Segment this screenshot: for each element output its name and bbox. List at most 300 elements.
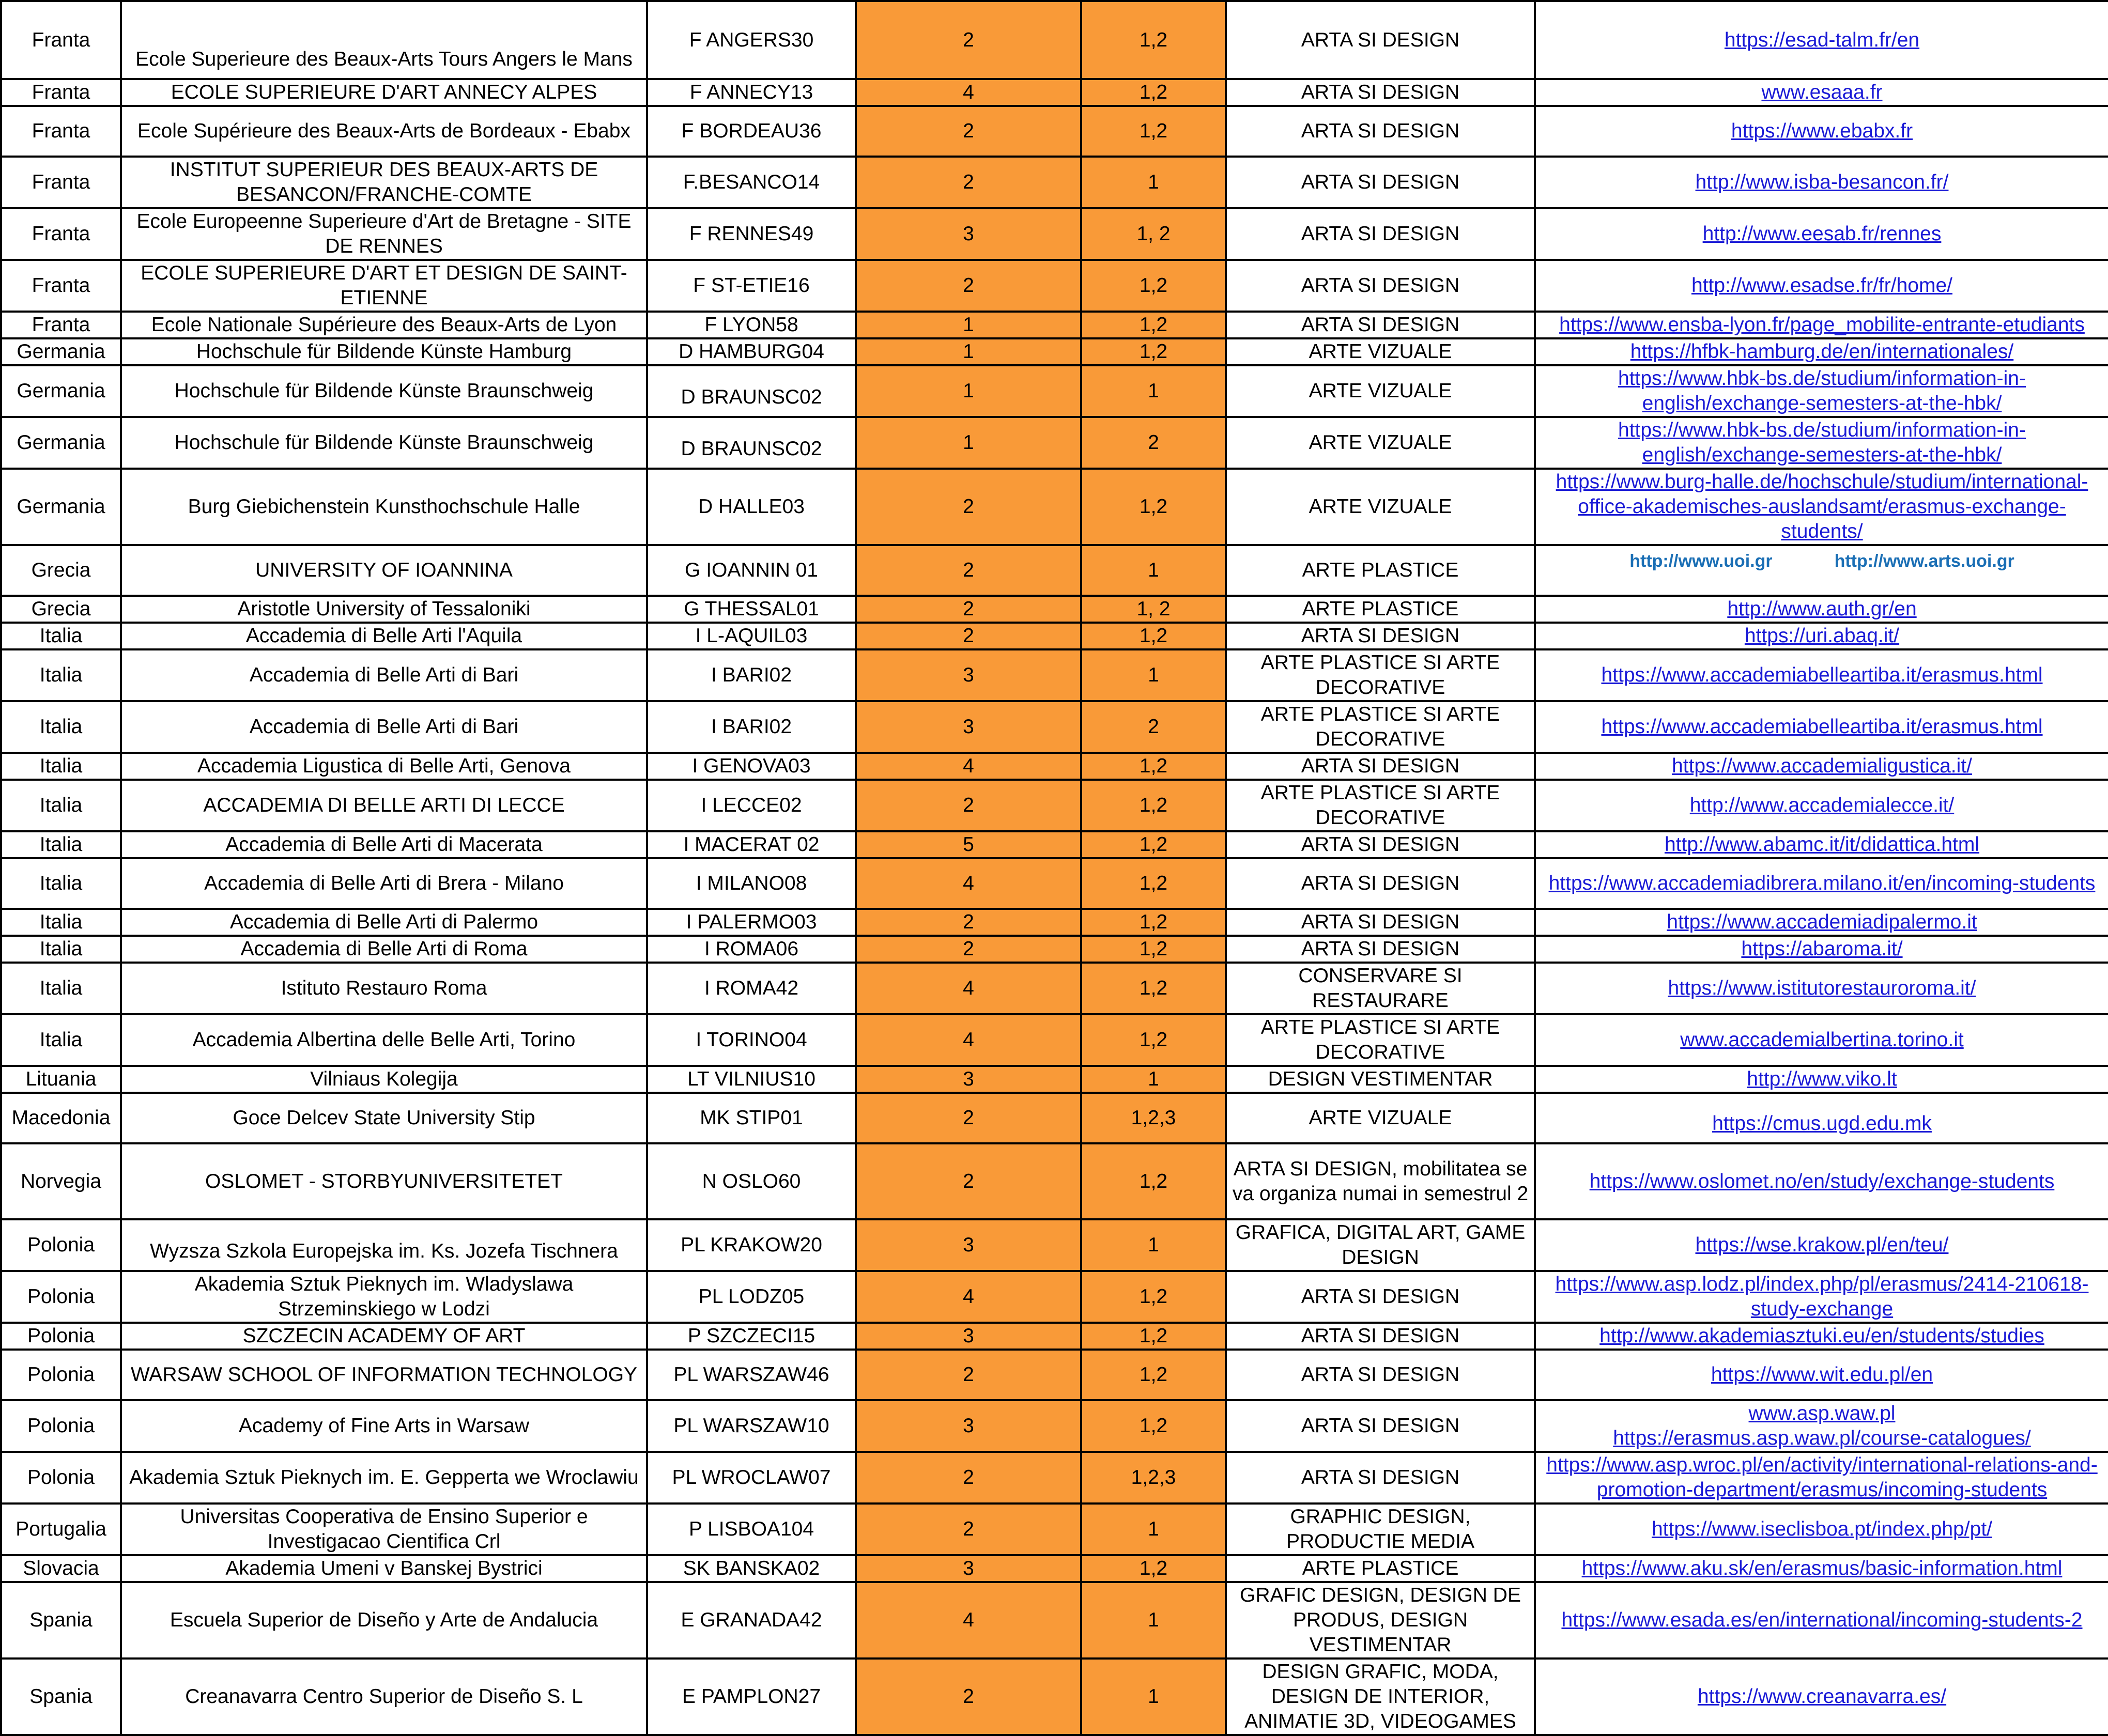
- website-cell: [1535, 1400, 2108, 1452]
- website-link[interactable]: https://www.oslomet.no/en/study/exchange-students: [1589, 1170, 2055, 1192]
- website-cell: [1535, 753, 2108, 780]
- erasmus-code-cell: F LYON58: [647, 312, 856, 338]
- country-cell: Italia: [1, 701, 121, 753]
- study-field-cell: ARTE PLASTICE SI ARTE DECORATIVE: [1226, 701, 1535, 753]
- erasmus-code-cell: F.BESANCO14: [647, 157, 856, 208]
- erasmus-code-cell: D HAMBURG04: [647, 338, 856, 365]
- table-row: [1, 79, 2108, 106]
- erasmus-code-cell: PL LODZ05: [647, 1271, 856, 1323]
- semester-cell: 1,2: [1081, 858, 1226, 909]
- semester-cell: 1,2: [1081, 1014, 1226, 1066]
- website-cell: [1535, 365, 2108, 417]
- country-cell: Franta: [1, 260, 121, 312]
- website-cell: [1535, 106, 2108, 157]
- website-link[interactable]: http://www.akademiasztuki.eu/en/students/studies: [1599, 1325, 2044, 1347]
- semester-cell: 1,2,3: [1081, 1093, 1226, 1143]
- website-cell: [1535, 780, 2108, 831]
- semester-cell: 1,2: [1081, 1, 1226, 79]
- website-link[interactable]: https://www.accademialigustica.it/: [1672, 755, 1972, 777]
- website-cell: [1535, 417, 2108, 469]
- places-cell: 4: [856, 1014, 1081, 1066]
- website-cell: [1535, 469, 2108, 545]
- website-cell: [1535, 649, 2108, 701]
- study-field-cell: ARTA SI DESIGN: [1226, 1271, 1535, 1323]
- website-link[interactable]: https://www.creanavarra.es/: [1697, 1685, 1947, 1708]
- country-cell: Franta: [1, 79, 121, 106]
- semester-cell: 1,2: [1081, 1323, 1226, 1350]
- website-cell: [1535, 312, 2108, 338]
- website-cell: [1535, 936, 2108, 963]
- website-link[interactable]: https://www.iseclisboa.pt/index.php/pt/: [1651, 1518, 1993, 1540]
- places-cell: 2: [856, 1093, 1081, 1143]
- institution-cell: Universitas Cooperativa de Ensino Superior e Investigacao Cientifica Crl: [121, 1504, 647, 1555]
- semester-cell: 1,2,3: [1081, 1452, 1226, 1504]
- country-cell: Italia: [1, 753, 121, 780]
- website-link[interactable]: https://www.accademiabelleartiba.it/erasmus.html: [1601, 664, 2043, 686]
- website-cell: [1535, 157, 2108, 208]
- places-cell: 3: [856, 1555, 1081, 1582]
- country-cell: Franta: [1, 106, 121, 157]
- country-cell: Italia: [1, 831, 121, 858]
- institution-cell: Wyzsza Szkola Europejska im. Ks. Jozefa Tischnera: [121, 1219, 647, 1271]
- semester-cell: 2: [1081, 417, 1226, 469]
- website-link[interactable]: https://www.esada.es/en/international/incoming-students-2: [1561, 1609, 2083, 1631]
- table-row: [1, 208, 2108, 260]
- institution-cell: ECOLE SUPERIEURE D'ART ET DESIGN DE SAINT-ETIENNE: [121, 260, 647, 312]
- places-cell: 2: [856, 936, 1081, 963]
- institution-cell: Hochschule für Bildende Künste Braunschweig: [121, 417, 647, 469]
- places-cell: 3: [856, 649, 1081, 701]
- places-cell: 4: [856, 79, 1081, 106]
- country-cell: Lituania: [1, 1066, 121, 1093]
- website-link[interactable]: https://wse.krakow.pl/en/teu/: [1695, 1234, 1949, 1256]
- institution-cell: Ecole Nationale Supérieure des Beaux-Arts de Lyon: [121, 312, 647, 338]
- erasmus-code-cell: F BORDEAU36: [647, 106, 856, 157]
- study-field-cell: ARTE VIZUALE: [1226, 338, 1535, 365]
- semester-cell: 1, 2: [1081, 208, 1226, 260]
- institution-cell: Akademia Umeni v Banskej Bystrici: [121, 1555, 647, 1582]
- places-cell: 1: [856, 417, 1081, 469]
- places-cell: 1: [856, 365, 1081, 417]
- table-row: [1, 1400, 2108, 1452]
- erasmus-code-cell: I LECCE02: [647, 780, 856, 831]
- country-cell: Polonia: [1, 1219, 121, 1271]
- institution-cell: Accademia Ligustica di Belle Arti, Genova: [121, 753, 647, 780]
- semester-cell: 1,2: [1081, 1271, 1226, 1323]
- website-cell: [1535, 338, 2108, 365]
- institution-cell: Accademia di Belle Arti di Macerata: [121, 831, 647, 858]
- study-field-cell: ARTA SI DESIGN: [1226, 157, 1535, 208]
- website-link[interactable]: http://www.esadse.fr/fr/home/: [1691, 274, 1953, 297]
- erasmus-code-cell: E PAMPLON27: [647, 1659, 856, 1735]
- website-link[interactable]: https://www.hbk-bs.de/studium/information-in-english/exchange-semesters-at-the-hbk/: [1618, 419, 2026, 466]
- website-cell: [1535, 79, 2108, 106]
- table-row: [1, 909, 2108, 936]
- institution-cell: Akademia Sztuk Pieknych im. Wladyslawa Strzeminskiego w Lodzi: [121, 1271, 647, 1323]
- country-cell: Polonia: [1, 1350, 121, 1400]
- places-cell: 2: [856, 1659, 1081, 1735]
- website-link[interactable]: https://www.ensba-lyon.fr/page_mobilite-entrante-etudiants: [1559, 314, 2085, 336]
- erasmus-code-cell: PL WROCLAW07: [647, 1452, 856, 1504]
- semester-cell: 1: [1081, 1582, 1226, 1659]
- study-field-cell: ARTE PLASTICE: [1226, 545, 1535, 596]
- website-link[interactable]: https://uri.abaq.it/: [1744, 625, 1900, 647]
- institution-cell: ACCADEMIA DI BELLE ARTI DI LECCE: [121, 780, 647, 831]
- erasmus-code-cell: F RENNES49: [647, 208, 856, 260]
- website-link[interactable]: https://www.istitutorestauroroma.it/: [1668, 977, 1976, 999]
- semester-cell: 1,2: [1081, 1143, 1226, 1219]
- table-row: [1, 936, 2108, 963]
- website-link[interactable]: https://www.asp.lodz.pl/index.php/pl/erasmus/2414-210618-study-exchange: [1555, 1273, 2089, 1320]
- study-field-cell: CONSERVARE SI RESTAURARE: [1226, 963, 1535, 1014]
- website-link[interactable]: https://hfbk-hamburg.de/en/internationales/: [1630, 340, 2014, 363]
- website-link[interactable]: www.accademialbertina.torino.it: [1680, 1029, 1964, 1051]
- study-field-cell: ARTA SI DESIGN: [1226, 936, 1535, 963]
- semester-cell: 1,2: [1081, 79, 1226, 106]
- erasmus-code-cell: N OSLO60: [647, 1143, 856, 1219]
- erasmus-code-cell: I GENOVA03: [647, 753, 856, 780]
- table-row: [1, 1219, 2108, 1271]
- website-link[interactable]: http://www.viko.lt: [1747, 1068, 1897, 1090]
- places-cell: 4: [856, 963, 1081, 1014]
- erasmus-code-cell: D BRAUNSC02: [647, 365, 856, 417]
- erasmus-code-cell: F ST-ETIE16: [647, 260, 856, 312]
- website-cell: [1535, 1452, 2108, 1504]
- website-cell: [1535, 701, 2108, 753]
- semester-cell: 1: [1081, 365, 1226, 417]
- erasmus-code-cell: F ANNECY13: [647, 79, 856, 106]
- table-row: [1, 1452, 2108, 1504]
- table-row: [1, 1582, 2108, 1659]
- table-row: [1, 545, 2108, 596]
- website-cell: [1535, 623, 2108, 649]
- institution-cell: Akademia Sztuk Pieknych im. E. Gepperta we Wroclawiu: [121, 1452, 647, 1504]
- website-link[interactable]: http://www.uoi.gr: [1629, 551, 1773, 571]
- country-cell: Slovacia: [1, 1555, 121, 1582]
- website-cell: [1535, 1066, 2108, 1093]
- institution-cell: Vilniaus Kolegija: [121, 1066, 647, 1093]
- erasmus-code-cell: I BARI02: [647, 701, 856, 753]
- study-field-cell: ARTE PLASTICE: [1226, 1555, 1535, 1582]
- places-cell: 3: [856, 701, 1081, 753]
- erasmus-code-cell: SK BANSKA02: [647, 1555, 856, 1582]
- erasmus-code-cell: I L-AQUIL03: [647, 623, 856, 649]
- table-row: [1, 596, 2108, 623]
- semester-cell: 1,2: [1081, 1555, 1226, 1582]
- semester-cell: 1: [1081, 1504, 1226, 1555]
- institution-cell: Ecole Superieure des Beaux-Arts Tours Angers le Mans: [121, 1, 647, 79]
- table-row: [1, 338, 2108, 365]
- website-link[interactable]: www.asp.waw.pl: [1748, 1402, 1896, 1424]
- table-row: [1, 417, 2108, 469]
- website-cell: [1535, 1271, 2108, 1323]
- semester-cell: 1,2: [1081, 831, 1226, 858]
- table-body: [1, 1, 2108, 1735]
- places-cell: 4: [856, 753, 1081, 780]
- places-cell: 2: [856, 469, 1081, 545]
- institution-cell: Accademia di Belle Arti di Bari: [121, 649, 647, 701]
- places-cell: 4: [856, 1582, 1081, 1659]
- erasmus-code-cell: E GRANADA42: [647, 1582, 856, 1659]
- institution-cell: Burg Giebichenstein Kunsthochschule Halle: [121, 469, 647, 545]
- country-cell: Norvegia: [1, 1143, 121, 1219]
- website-cell: [1535, 1350, 2108, 1400]
- website-link[interactable]: https://abaroma.it/: [1741, 938, 1903, 960]
- country-cell: Italia: [1, 963, 121, 1014]
- semester-cell: 1: [1081, 1659, 1226, 1735]
- website-cell: [1535, 909, 2108, 936]
- country-cell: Germania: [1, 469, 121, 545]
- table-row: [1, 365, 2108, 417]
- website-cell: [1535, 831, 2108, 858]
- erasmus-code-cell: LT VILNIUS10: [647, 1066, 856, 1093]
- website-link[interactable]: https://erasmus.asp.waw.pl/course-catalogues/: [1613, 1427, 2031, 1449]
- places-cell: 2: [856, 909, 1081, 936]
- country-cell: Spania: [1, 1582, 121, 1659]
- erasmus-code-cell: P SZCZECI15: [647, 1323, 856, 1350]
- country-cell: Polonia: [1, 1452, 121, 1504]
- institution-cell: Istituto Restauro Roma: [121, 963, 647, 1014]
- institution-cell: INSTITUT SUPERIEUR DES BEAUX-ARTS DE BESANCON/FRANCHE-COMTE: [121, 157, 647, 208]
- table-row: [1, 831, 2108, 858]
- country-cell: Italia: [1, 909, 121, 936]
- country-cell: Franta: [1, 1, 121, 79]
- website-link[interactable]: https://www.accademiadibrera.milano.it/en/incoming-students: [1548, 872, 2096, 894]
- institution-cell: Ecole Supérieure des Beaux-Arts de Bordeaux - Ebabx: [121, 106, 647, 157]
- website-link[interactable]: http://www.abamc.it/it/didattica.html: [1664, 833, 1980, 856]
- erasmus-code-cell: MK STIP01: [647, 1093, 856, 1143]
- website-cell: [1535, 1, 2108, 79]
- erasmus-code-cell: PL WARSZAW10: [647, 1400, 856, 1452]
- semester-cell: 1,2: [1081, 338, 1226, 365]
- country-cell: Germania: [1, 417, 121, 469]
- study-field-cell: ARTE PLASTICE SI ARTE DECORATIVE: [1226, 649, 1535, 701]
- study-field-cell: ARTE VIZUALE: [1226, 365, 1535, 417]
- places-cell: 2: [856, 780, 1081, 831]
- study-field-cell: GRAPHIC DESIGN, PRODUCTIE MEDIA: [1226, 1504, 1535, 1555]
- table-row: [1, 623, 2108, 649]
- erasmus-code-cell: I TORINO04: [647, 1014, 856, 1066]
- semester-cell: 1,2: [1081, 963, 1226, 1014]
- website-cell: [1535, 1504, 2108, 1555]
- study-field-cell: GRAFICA, DIGITAL ART, GAME DESIGN: [1226, 1219, 1535, 1271]
- institution-cell: Academy of Fine Arts in Warsaw: [121, 1400, 647, 1452]
- country-cell: Italia: [1, 780, 121, 831]
- table-row: [1, 1143, 2108, 1219]
- website-link[interactable]: https://www.accademiadipalermo.it: [1667, 911, 1977, 933]
- country-cell: Portugalia: [1, 1504, 121, 1555]
- places-cell: 2: [856, 1504, 1081, 1555]
- country-cell: Italia: [1, 649, 121, 701]
- study-field-cell: ARTA SI DESIGN: [1226, 1350, 1535, 1400]
- table-row: [1, 157, 2108, 208]
- study-field-cell: ARTE PLASTICE: [1226, 596, 1535, 623]
- erasmus-code-cell: G THESSAL01: [647, 596, 856, 623]
- table-row: [1, 106, 2108, 157]
- table-row: [1, 649, 2108, 701]
- website-link[interactable]: http://www.isba-besancon.fr/: [1695, 171, 1949, 193]
- study-field-cell: ARTA SI DESIGN: [1226, 260, 1535, 312]
- country-cell: Polonia: [1, 1271, 121, 1323]
- country-cell: Germania: [1, 365, 121, 417]
- places-cell: 3: [856, 1400, 1081, 1452]
- erasmus-code-cell: D BRAUNSC02: [647, 417, 856, 469]
- study-field-cell: ARTA SI DESIGN: [1226, 106, 1535, 157]
- table-row: [1, 1, 2108, 79]
- erasmus-code-cell: I PALERMO03: [647, 909, 856, 936]
- semester-cell: 1,2: [1081, 936, 1226, 963]
- places-cell: 2: [856, 596, 1081, 623]
- institution-cell: Accademia di Belle Arti di Palermo: [121, 909, 647, 936]
- website-link[interactable]: https://www.burg-halle.de/hochschule/studium/international-office-akademisches-auslandsamt/erasmus-exchange-students/: [1556, 471, 2088, 542]
- website-cell: [1535, 1143, 2108, 1219]
- table-row: [1, 1659, 2108, 1735]
- website-link[interactable]: https://www.accademiabelleartiba.it/erasmus.html: [1601, 716, 2043, 738]
- institution-cell: UNIVERSITY OF IOANNINA: [121, 545, 647, 596]
- table-row: [1, 753, 2108, 780]
- study-field-cell: ARTA SI DESIGN: [1226, 1400, 1535, 1452]
- places-cell: 1: [856, 312, 1081, 338]
- institution-cell: Accademia di Belle Arti di Bari: [121, 701, 647, 753]
- website-link[interactable]: http://www.accademialecce.it/: [1689, 794, 1955, 816]
- country-cell: Franta: [1, 208, 121, 260]
- institution-cell: ECOLE SUPERIEURE D'ART ANNECY ALPES: [121, 79, 647, 106]
- website-link[interactable]: https://cmus.ugd.edu.mk: [1712, 1112, 1932, 1135]
- semester-cell: 1,2: [1081, 1400, 1226, 1452]
- semester-cell: 1: [1081, 157, 1226, 208]
- study-field-cell: ARTE VIZUALE: [1226, 469, 1535, 545]
- website-cell: [1535, 208, 2108, 260]
- study-field-cell: ARTA SI DESIGN, mobilitatea se va organiza numai in semestrul 2: [1226, 1143, 1535, 1219]
- semester-cell: 2: [1081, 701, 1226, 753]
- country-cell: Germania: [1, 338, 121, 365]
- semester-cell: 1: [1081, 1066, 1226, 1093]
- study-field-cell: ARTA SI DESIGN: [1226, 312, 1535, 338]
- website-cell: [1535, 1093, 2108, 1143]
- semester-cell: 1: [1081, 545, 1226, 596]
- study-field-cell: ARTA SI DESIGN: [1226, 831, 1535, 858]
- website-link[interactable]: https://esad-talm.fr/en: [1724, 28, 1920, 51]
- erasmus-code-cell: F ANGERS30: [647, 1, 856, 79]
- table-row: [1, 858, 2108, 909]
- semester-cell: 1,2: [1081, 780, 1226, 831]
- institution-cell: Escuela Superior de Diseño y Arte de Andalucia: [121, 1582, 647, 1659]
- institution-cell: Accademia di Belle Arti di Roma: [121, 936, 647, 963]
- semester-cell: 1,2: [1081, 312, 1226, 338]
- institution-cell: Ecole Europeenne Superieure d'Art de Bretagne - SITE DE RENNES: [121, 208, 647, 260]
- website-cell: [1535, 1555, 2108, 1582]
- places-cell: 2: [856, 1350, 1081, 1400]
- erasmus-code-cell: I MACERAT 02: [647, 831, 856, 858]
- country-cell: Franta: [1, 312, 121, 338]
- semester-cell: 1,2: [1081, 623, 1226, 649]
- places-cell: 2: [856, 157, 1081, 208]
- erasmus-code-cell: D HALLE03: [647, 469, 856, 545]
- website-link[interactable]: http://www.arts.uoi.gr: [1834, 551, 2014, 571]
- institution-cell: Accademia di Belle Arti di Brera - Milano: [121, 858, 647, 909]
- table-row: [1, 1066, 2108, 1093]
- erasmus-code-cell: PL KRAKOW20: [647, 1219, 856, 1271]
- table-row: [1, 260, 2108, 312]
- institution-cell: Hochschule für Bildende Künste Hamburg: [121, 338, 647, 365]
- website-cell: [1535, 963, 2108, 1014]
- places-cell: 3: [856, 1323, 1081, 1350]
- study-field-cell: ARTA SI DESIGN: [1226, 858, 1535, 909]
- semester-cell: 1, 2: [1081, 596, 1226, 623]
- semester-cell: 1,2: [1081, 469, 1226, 545]
- erasmus-code-cell: I ROMA42: [647, 963, 856, 1014]
- website-link[interactable]: https://www.ebabx.fr: [1731, 120, 1913, 142]
- website-cell: [1535, 260, 2108, 312]
- study-field-cell: ARTA SI DESIGN: [1226, 1, 1535, 79]
- country-cell: Macedonia: [1, 1093, 121, 1143]
- places-cell: 2: [856, 1143, 1081, 1219]
- semester-cell: 1: [1081, 649, 1226, 701]
- places-cell: 1: [856, 338, 1081, 365]
- places-cell: 2: [856, 1452, 1081, 1504]
- semester-cell: 1,2: [1081, 753, 1226, 780]
- website-link[interactable]: https://www.wit.edu.pl/en: [1711, 1363, 1933, 1386]
- study-field-cell: ARTE PLASTICE SI ARTE DECORATIVE: [1226, 1014, 1535, 1066]
- institution-cell: Creanavarra Centro Superior de Diseño S. L: [121, 1659, 647, 1735]
- erasmus-code-cell: I ROMA06: [647, 936, 856, 963]
- table-row: [1, 312, 2108, 338]
- website-cell: [1535, 858, 2108, 909]
- places-cell: 4: [856, 1271, 1081, 1323]
- study-field-cell: ARTE VIZUALE: [1226, 417, 1535, 469]
- study-field-cell: GRAFIC DESIGN, DESIGN DE PRODUS, DESIGN VESTIMENTAR: [1226, 1582, 1535, 1659]
- places-cell: 3: [856, 208, 1081, 260]
- study-field-cell: DESIGN VESTIMENTAR: [1226, 1066, 1535, 1093]
- country-cell: Italia: [1, 936, 121, 963]
- places-cell: 3: [856, 1219, 1081, 1271]
- places-cell: 2: [856, 1, 1081, 79]
- table-row: [1, 780, 2108, 831]
- institution-cell: Aristotle University of Tessaloniki: [121, 596, 647, 623]
- study-field-cell: ARTA SI DESIGN: [1226, 79, 1535, 106]
- study-field-cell: ARTA SI DESIGN: [1226, 1452, 1535, 1504]
- institution-cell: Hochschule für Bildende Künste Braunschweig: [121, 365, 647, 417]
- study-field-cell: DESIGN GRAFIC, MODA, DESIGN DE INTERIOR, ANIMATIE 3D, VIDEOGAMES: [1226, 1659, 1535, 1735]
- website-link[interactable]: https://www.asp.wroc.pl/en/activity/international-relations-and-promotion-department/erasmus/incoming-students: [1546, 1454, 2098, 1501]
- website-link[interactable]: http://www.eesab.fr/rennes: [1702, 223, 1942, 245]
- website-link[interactable]: http://www.auth.gr/en: [1727, 598, 1917, 620]
- country-cell: Franta: [1, 157, 121, 208]
- places-cell: 5: [856, 831, 1081, 858]
- study-field-cell: ARTA SI DESIGN: [1226, 623, 1535, 649]
- website-cell: [1535, 545, 2108, 596]
- website-cell: [1535, 1659, 2108, 1735]
- website-cell: [1535, 1582, 2108, 1659]
- website-link[interactable]: www.esaaa.fr: [1761, 81, 1883, 103]
- table-row: [1, 701, 2108, 753]
- places-cell: 2: [856, 106, 1081, 157]
- website-cell: [1535, 596, 2108, 623]
- country-cell: Grecia: [1, 596, 121, 623]
- semester-cell: 1,2: [1081, 1350, 1226, 1400]
- table-row: [1, 1323, 2108, 1350]
- study-field-cell: ARTA SI DESIGN: [1226, 1323, 1535, 1350]
- website-link[interactable]: https://www.aku.sk/en/erasmus/basic-information.html: [1581, 1557, 2063, 1579]
- table-row: [1, 1093, 2108, 1143]
- places-cell: 2: [856, 545, 1081, 596]
- website-cell: [1535, 1219, 2108, 1271]
- table-row: [1, 1271, 2108, 1323]
- erasmus-code-cell: G IOANNIN 01: [647, 545, 856, 596]
- study-field-cell: ARTA SI DESIGN: [1226, 909, 1535, 936]
- country-cell: Polonia: [1, 1400, 121, 1452]
- website-link[interactable]: https://www.hbk-bs.de/studium/information-in-english/exchange-semesters-at-the-hbk/: [1618, 367, 2026, 414]
